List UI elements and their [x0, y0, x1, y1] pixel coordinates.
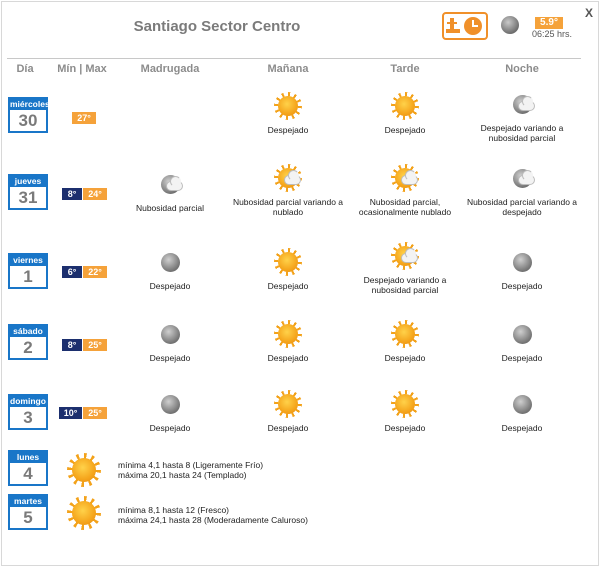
forecast-text: Despejado variando a nubosidad parcial: [363, 275, 447, 295]
forecast-madrugada: [112, 320, 228, 363]
sun-icon: [391, 320, 419, 348]
day-date: 5: [23, 508, 33, 527]
extended-max-range: máxima 24,1 hasta 28 (Moderadamente Caluroso): [118, 515, 308, 525]
column-header-noche: Noche: [505, 63, 539, 75]
min-temp: 10°: [59, 407, 82, 419]
day-card: [8, 174, 48, 210]
sun-icon: [274, 248, 302, 276]
forecast-text: Despejado: [267, 423, 309, 433]
header-divider: [7, 58, 581, 59]
forecast-text: Despejado: [384, 423, 426, 433]
forecast-tarde: [347, 320, 463, 363]
extended-forecast: [118, 505, 308, 525]
forecast-text: Despejado: [149, 353, 191, 363]
min-temp: 6°: [62, 266, 82, 278]
column-header-dia: Día: [16, 63, 34, 75]
forecast-text: Nubosidad parcial variando a nublado: [232, 197, 344, 217]
forecast-text: Despejado: [149, 281, 191, 291]
moon-icon: [508, 320, 536, 348]
moon-icon: [156, 390, 184, 418]
day-name: lunes: [10, 452, 46, 463]
forecast-noche: [464, 320, 580, 363]
max-temp: 24°: [83, 188, 107, 200]
forecast-text: Despejado: [501, 353, 543, 363]
moon-cloud-icon: [156, 170, 184, 198]
forecast-text: Nubosidad parcial: [135, 203, 205, 213]
close-button[interactable]: X: [585, 6, 594, 20]
moon-icon: [156, 248, 184, 276]
forecast-tarde: [347, 164, 463, 217]
forecast-text: Despejado: [384, 353, 426, 363]
moon-cloud-icon: [508, 90, 536, 118]
forecast-text: Despejado: [267, 353, 309, 363]
forecast-text: Despejado: [501, 423, 543, 433]
day-date: 3: [23, 408, 33, 427]
forecast-text: Despejado: [267, 281, 309, 291]
sun-icon: [274, 92, 302, 120]
moon-cloud-icon: [508, 164, 536, 192]
extended-forecast: [118, 460, 263, 480]
day-card: [8, 97, 48, 133]
sun-icon: [274, 320, 302, 348]
forecast-noche: [464, 90, 580, 143]
day-card: [8, 450, 48, 486]
min-temp: 8°: [62, 339, 82, 351]
moon-icon: [508, 390, 536, 418]
column-header-min-max: Mín | Max: [57, 63, 107, 75]
day-date: 2: [23, 338, 33, 357]
forecast-text: Despejado: [501, 281, 543, 291]
sun-cloud-icon: [391, 164, 419, 192]
max-temp: 25°: [83, 407, 107, 419]
forecast-noche: [464, 164, 580, 217]
forecast-text: Despejado: [384, 125, 426, 135]
forecast-manana: [230, 320, 346, 363]
day-date: 31: [18, 188, 38, 207]
moon-icon: [508, 248, 536, 276]
moon-icon: [501, 16, 519, 34]
current-time: 06:25 hrs.: [532, 29, 573, 39]
extended-min-range: mínima 8,1 hasta 12 (Fresco): [118, 505, 230, 515]
forecast-madrugada: [112, 390, 228, 433]
forecast-text: Nubosidad parcial, ocasionalmente nublado: [358, 197, 452, 217]
forecast-madrugada: [112, 248, 228, 291]
forecast-text: Despejado: [149, 423, 191, 433]
day-name: domingo: [10, 396, 46, 406]
forecast-text: Nubosidad parcial variando a despejado: [466, 197, 578, 217]
sun-icon: [391, 92, 419, 120]
day-name: martes: [10, 496, 46, 507]
day-card: [8, 253, 48, 289]
forecast-panel: [1, 1, 599, 566]
day-name: viernes: [10, 255, 46, 266]
max-temp: 22°: [83, 266, 107, 278]
forecast-manana: [230, 92, 346, 135]
day-date: 30: [18, 111, 38, 130]
day-name: sábado: [10, 326, 46, 337]
forecast-noche: [464, 390, 580, 433]
forecast-manana: [230, 164, 346, 217]
station-clock-icon[interactable]: [442, 12, 488, 40]
forecast-tarde: [347, 92, 463, 135]
forecast-noche: [464, 248, 580, 291]
sun-icon: [67, 496, 101, 530]
extended-max-range: máxima 20,1 hasta 24 (Templado): [118, 470, 247, 480]
sun-icon: [67, 453, 101, 487]
max-temp: 25°: [83, 339, 107, 351]
day-card: [8, 324, 48, 360]
forecast-text: Despejado variando a nubosidad parcial: [480, 123, 564, 143]
column-header-manana: Mañana: [267, 63, 309, 75]
min-temp: 8°: [62, 188, 82, 200]
max-temp: 27°: [72, 112, 96, 124]
sun-icon: [274, 390, 302, 418]
forecast-tarde: [347, 390, 463, 433]
extended-min-range: mínima 4,1 hasta 8 (Ligeramente Frío): [118, 460, 264, 470]
sun-cloud-icon: [274, 164, 302, 192]
day-card: [8, 394, 48, 430]
forecast-madrugada: [112, 170, 228, 213]
sun-cloud-icon: [391, 242, 419, 270]
page-title: Santiago Sector Centro: [133, 18, 301, 35]
moon-icon: [156, 320, 184, 348]
column-header-madrugada: Madrugada: [140, 63, 200, 75]
day-date: 4: [23, 464, 33, 483]
day-card: [8, 494, 48, 530]
day-date: 1: [23, 267, 33, 286]
forecast-manana: [230, 390, 346, 433]
forecast-tarde: [347, 242, 463, 295]
day-name: jueves: [10, 176, 46, 187]
day-name: miércoles: [10, 99, 50, 109]
current-temperature: 5.9°: [535, 17, 563, 29]
forecast-text: Despejado: [267, 125, 309, 135]
column-header-tarde: Tarde: [390, 63, 420, 75]
sun-icon: [391, 390, 419, 418]
forecast-manana: [230, 248, 346, 291]
